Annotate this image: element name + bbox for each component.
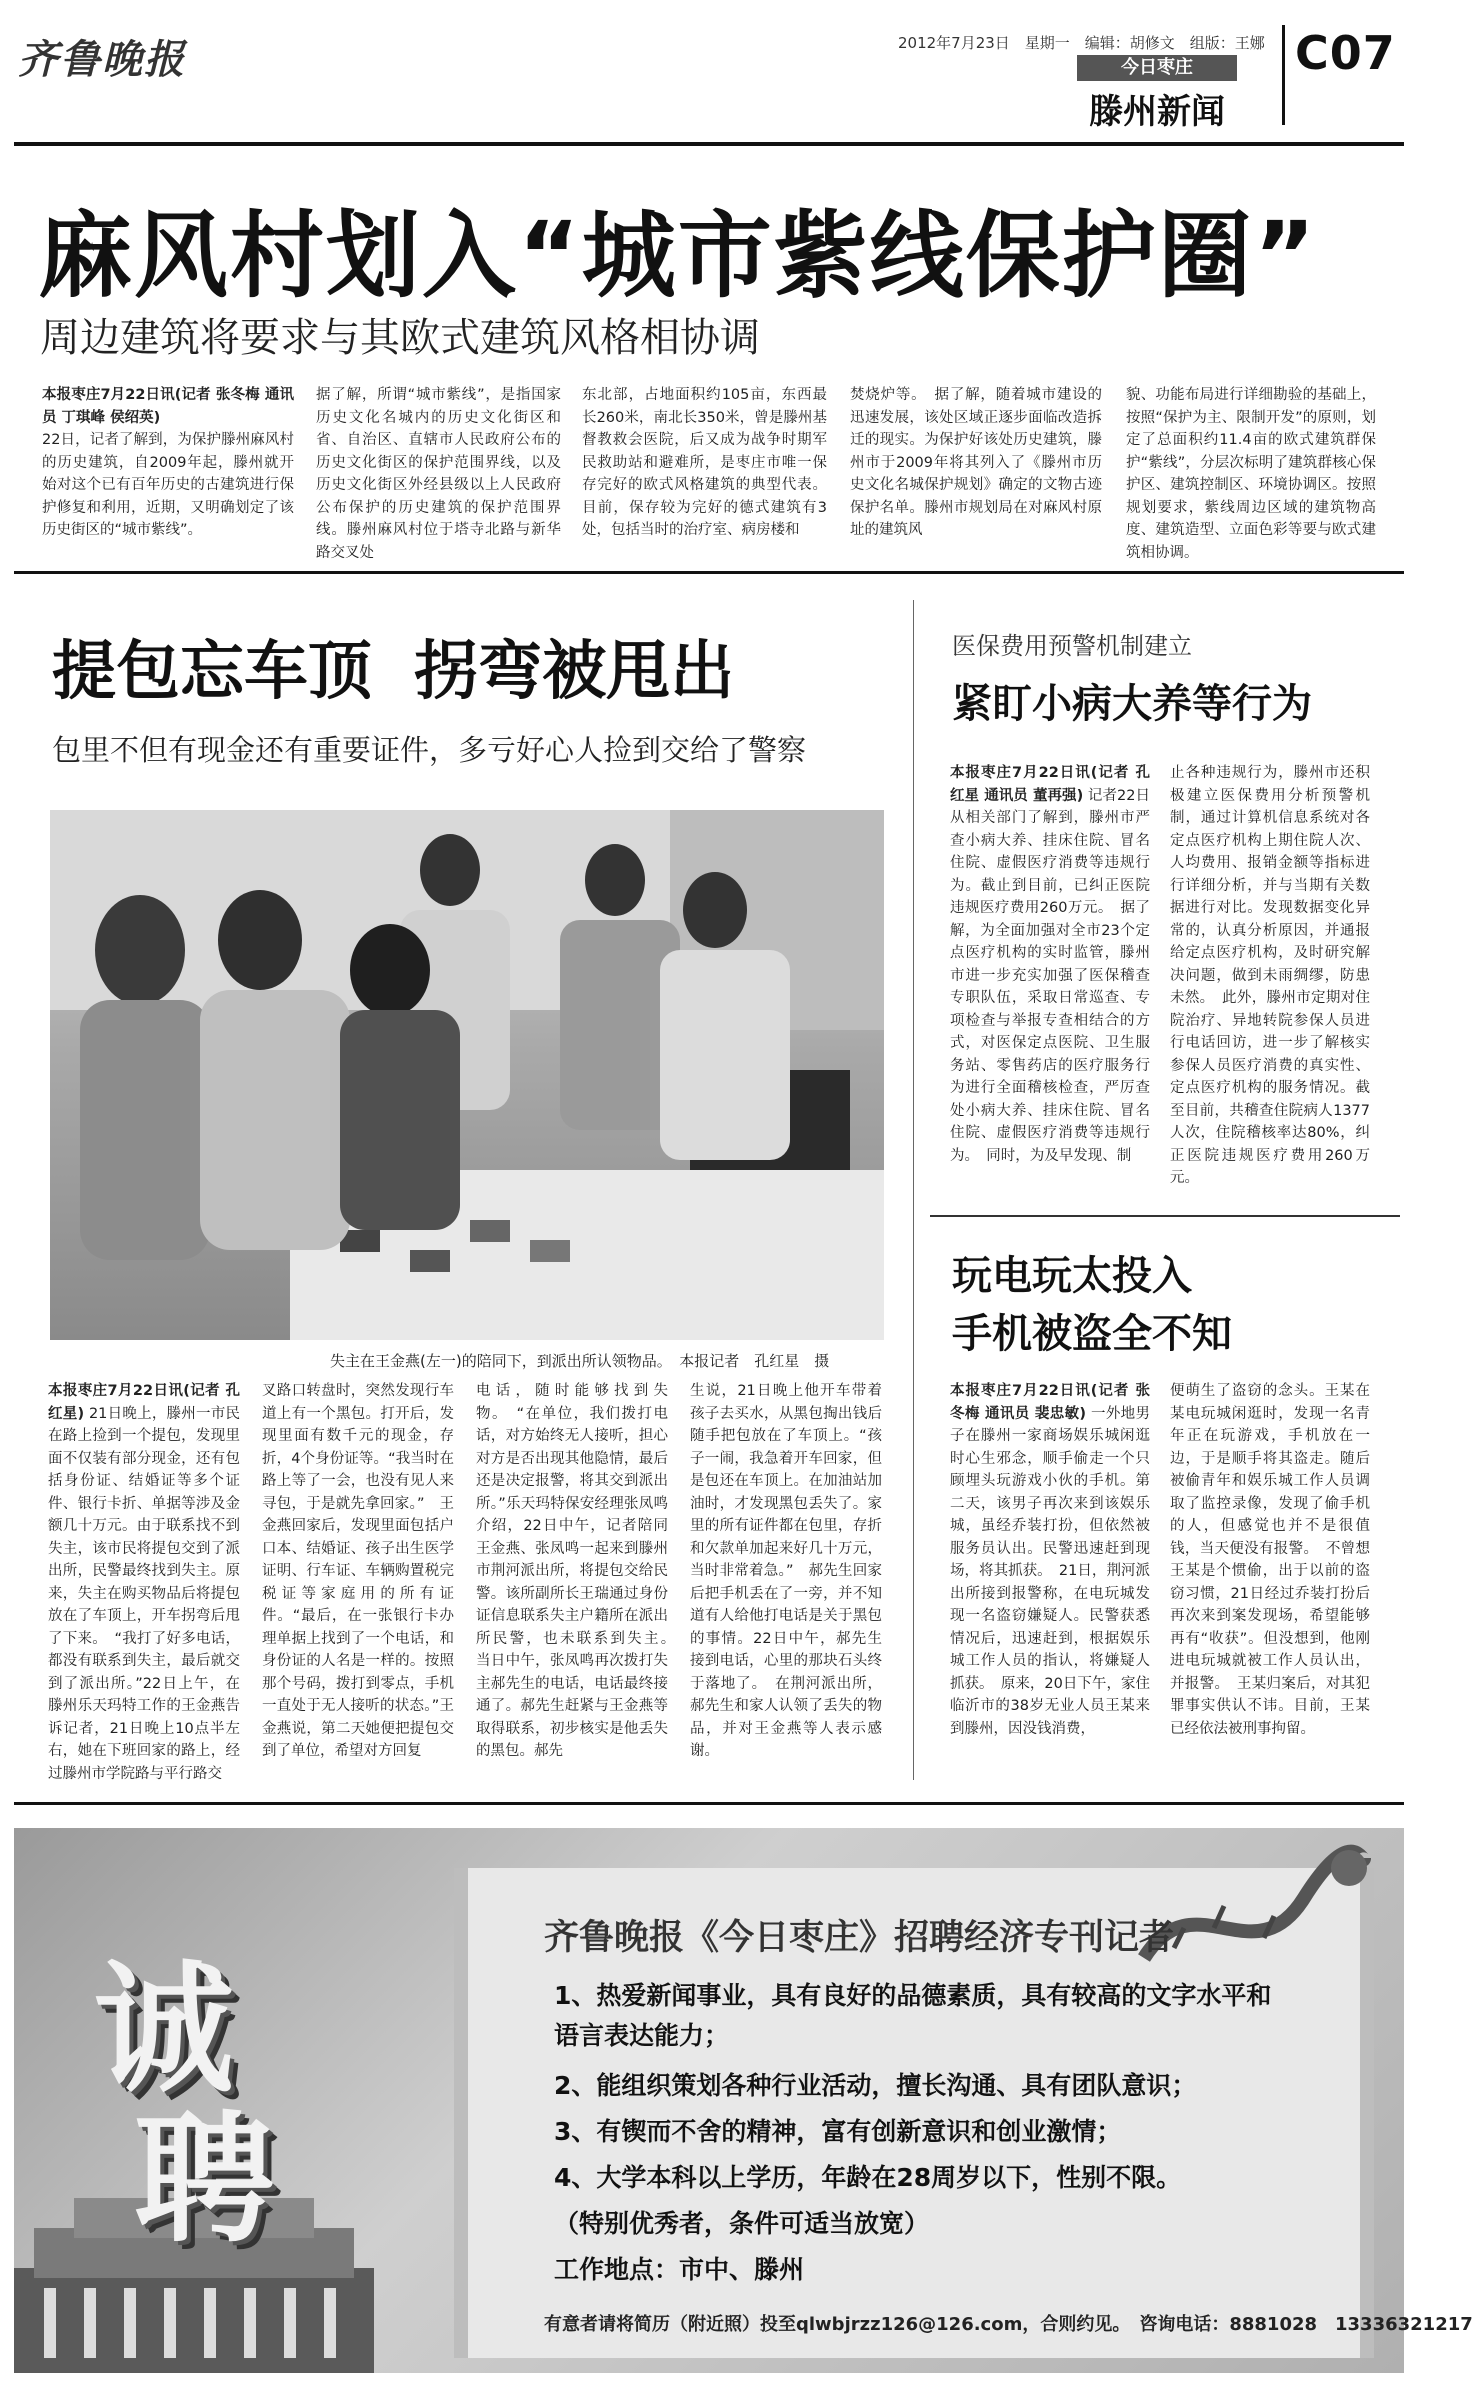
story1-subhead: 周边建筑将要求与其欧式建筑风格相协调 bbox=[40, 315, 760, 361]
story4-column-1 bbox=[950, 1380, 1150, 1780]
section-name: 滕州新闻 bbox=[1089, 92, 1225, 132]
story3-bottom-rule bbox=[930, 1215, 1400, 1217]
story2-byline: 本报枣庄7月22日讯(记者 孔红星) bbox=[48, 1383, 240, 1422]
story3-text-1: 记者22日从相关部门了解到，滕州市严查小病大养、挂床住院、冒名住院、虚假医疗消费等违规行为。截止到目前，已纠正医院违规医疗费用260万元。 据了解，为全面加强对全市23个定点医疗机构的实时监管，滕州市进一步充实加强了医保稽查专职队伍，采取日常巡查、专项检查与举报专查相结合的方式，对医保定点医院、卫生服务站、零售药店的医疗服务行为进行全面稽核检查，严厉查处小病大养、挂床住院、冒名住院、虚假医疗消费等违规行为。 同时，为及早发现、制 bbox=[950, 787, 1151, 1164]
story3-kicker: 医保费用预警机制建立 bbox=[952, 632, 1192, 660]
story2-text-2: 叉路口转盘时，突然发现行车道上有一个黑包。打开后，发现里面有数千元的现金，存折，4个身份证等。“我当时在路上等了一会，也没有见人来寻包，于是就先拿回家。” 王金燕回家后，发现里面包括户口本、结婚证、孩子出生医学证明、行车证、车辆购置税完税证等家庭用的所有证件。“最后，在一张银行卡办理单据上找到了一个电话，和身份证的人名是一样的。按照那个号码，拨打到零点，手机一直处于无人接听的状态。”王金燕说，第二天她便把提包交到了单位，希望对方回复 bbox=[262, 1383, 454, 1759]
story1-column-1 bbox=[42, 384, 294, 559]
story3-column-2 bbox=[1170, 762, 1370, 1192]
story4-headline-line2: 手机被盗全不知 bbox=[952, 1311, 1232, 1357]
story1-byline: 本报枣庄7月22日讯(记者 张冬梅 通讯员 丁琪峰 侯绍英) bbox=[42, 387, 294, 426]
badge-char-cheng: 诚 bbox=[94, 1949, 235, 2112]
ad-item-4: 4、大学本科以上学历，年龄在28周岁以下，性别不限。 bbox=[554, 2163, 1182, 2192]
ad-item-1: 1、热爱新闻事业，具有良好的品德素质，具有较高的文字水平和语言表达能力； bbox=[554, 1981, 1272, 2050]
page-number: C07 bbox=[1295, 26, 1396, 80]
masthead-vertical-divider bbox=[1282, 25, 1285, 125]
photo-scene bbox=[50, 810, 884, 1340]
story2-text-4: 生说，21日晚上他开车带着孩子去买水，从黑包掏出钱后随手把包放在了车顶上。“孩子一闹，我急着开车回家，但是包还在车顶上。在加油站加油时，才发现黑包丢失了。家里的所有证件都在包里，存折和欠款单加起来好几十万元，当时非常着急。” 郝先生回家后把手机丢在了一旁，并不知道有人给他打电话是关于黑包的事情。22日中午，郝先生接到电话，心里的那块石头终于落地了。 在荆河派出所，郝先生和家人认领了丢失的物品，并对王金燕等人表示感谢。 bbox=[690, 1383, 882, 1759]
story3-text-2: 止各种违规行为，滕州市还积极建立医保费用分析预警机制，通过计算机信息系统对各定点医疗机构上期住院人次、人均费用、报销金额等指标进行详细分析，并与当期有关数据进行对比。发现数据变化异常的，认真分析原因，并通报给定点医疗机构，及时研究解决问题，做到未雨绸缪，防患未然。 此外，滕州市定期对住院治疗、异地转院参保人员进行电话回访，进一步了解核实参保人员医疗消费的真实性、定点医疗机构的服务情况。截至目前，共稽查住院病人1377人次，住院稽核率达80%，纠正医院违规医疗费用260万元。 bbox=[1170, 765, 1370, 1186]
story1-text-5: 貌、功能布局进行详细勘验的基础上，按照“保护为主、限制开发”的原则，划定了总面积约11.4亩的欧式建筑群保护“紫线”，分层次标明了建筑群核心保护区、建筑控制区、环境协调区。按照规划要求，紫线周边区域的建筑物高度、建筑造型、立面色彩等要与欧式建筑相协调。 bbox=[1126, 387, 1376, 561]
story1-text-2: 据了解，所谓“城市紫线”，是指国家历史文化名城内的历史文化街区和省、自治区、直辖市人民政府公布的历史文化街区的保护范围界线，以及历史文化街区外经县级以上人民政府公布保护的历史建筑的保护范围界线。滕州麻风村位于塔寺北路与新华路交叉处 bbox=[316, 387, 561, 561]
date-line: 2012年7月23日 星期一 编辑：胡修文 组版：王娜 bbox=[898, 34, 1265, 52]
paper-logo: 齐鲁晚报 bbox=[18, 36, 186, 83]
story1-headline: 麻风村划入“城市紫线保护圈” bbox=[38, 202, 1318, 311]
story4-text-1: 一外地男子在滕州一家商场娱乐城闲逛时心生邪念，顺手偷走一个只顾埋头玩游戏小伙的手机。第二天，该男子再次来到该娱乐城，虽经乔装打扮，但依然被服务员认出。民警迅速赶到现场，将其抓获。 21日，荆河派出所接到报警称，在电玩城发现一名盗窃嫌疑人。民警获悉情况后，迅速赶到，根据娱乐城工作人员的指认，将嫌疑人抓获。 原来，20日下午，家住临沂市的38岁无业人员王某来到滕州，因没钱消费， bbox=[950, 1405, 1151, 1737]
story3-column-1 bbox=[950, 762, 1150, 1192]
story2-column-1 bbox=[48, 1380, 240, 1780]
news-photo bbox=[50, 810, 884, 1340]
story3-headline: 紧盯小病大养等行为 bbox=[952, 681, 1312, 727]
story3-byline: 本报枣庄7月22日讯(记者 孔红星 通讯员 董再强) bbox=[950, 765, 1150, 804]
content-bottom-rule bbox=[14, 1802, 1404, 1805]
masthead-rule bbox=[14, 142, 1404, 146]
story4-text-2: 便萌生了盗窃的念头。王某在某电玩城闲逛时，发现一名青年正在玩游戏，手机放在一边，于是顺手将其盗走。随后被偷青年和娱乐城工作人员调取了监控录像，发现了偷手机的人，但感觉也并不是很值钱，当天便没有报警。 不曾想王某是个惯偷，出于以前的盗窃习惯，21日经过乔装打扮后再次来到案发现场，希望能够再有“收获”。但没想到，他刚进电玩城就被工作人员认出，并报警。 王某归案后，对其犯罪事实供认不讳。目前，王某已经依法被刑事拘留。 bbox=[1170, 1383, 1370, 1737]
badge-char-pin: 聘 bbox=[134, 2099, 275, 2262]
story2-text-1: 21日晚上，滕州一市民在路上捡到一个提包，发现里面不仅装有部分现金，还有包括身份证、结婚证等多个证件、银行卡折、单据等涉及金额几十万元。由于联系找不到失主，该市民将提包交到了派出所，民警最终找到失主。原来，失主在购买物品后将提包放在了车顶上，开车拐弯后甩了下来。 “我打了好多电话，都没有联系到失主，最后就交到了派出所。”22日上午，在滕州乐天玛特工作的王金燕告诉记者，21日晚上10点半左右，她在下班回家的路上，经过滕州市学院路与平行路交 bbox=[48, 1405, 240, 1782]
story2-headline: 提包忘车顶 拐弯被甩出 bbox=[52, 635, 735, 709]
recruitment-ad bbox=[14, 1828, 1473, 2373]
ad-item-2: 2、能组织策划各种行业活动，擅长沟通、具有团队意识； bbox=[554, 2071, 1197, 2100]
story1-text-3: 东北部，占地面积约105亩，东西最长260米，南北长350米，曾是滕州基督教救会医院，后又成为战争时期军民救助站和避难所，是枣庄市唯一保存完好的欧式风格建筑的典型代表。目前，保存较为完好的德式建筑有3处，包括当时的治疗室、病房楼和 bbox=[582, 387, 827, 538]
story1-column-5 bbox=[1126, 384, 1376, 559]
story2-column-3 bbox=[476, 1380, 683, 1780]
story2-subhead: 包里不但有现金还有重要证件，多亏好心人捡到交给了警察 bbox=[52, 733, 807, 767]
story4-headline-line1: 玩电玩太投入 bbox=[952, 1253, 1192, 1299]
story1-column-2 bbox=[316, 384, 561, 559]
story1-text-4: 焚烧炉等。 据了解，随着城市建设的迅速发展，该处区域正逐步面临改造拆迁的现实。为保护好该处历史建筑，滕州市于2009年将其列入了《滕州市历史文化名城保护规划》确定的文物古迹保护名单。滕州市规划局在对麻风村原址的建筑风 bbox=[850, 387, 1102, 538]
photo-caption: 失主在王金燕(左一)的陪同下，到派出所认领物品。 本报记者 孔红星 摄 bbox=[330, 1352, 830, 1370]
story1-column-3 bbox=[582, 384, 827, 559]
right-column-divider bbox=[913, 600, 914, 1780]
story4-byline: 本报枣庄7月22日讯(记者 张冬梅 通讯员 裴忠敏) bbox=[950, 1383, 1150, 1422]
story1-column-4 bbox=[850, 384, 1102, 559]
ad-note: （特别优秀者，条件可适当放宽） bbox=[554, 2209, 930, 2238]
story2-column-4 bbox=[690, 1380, 882, 1780]
section-tag: 今日枣庄 bbox=[1077, 55, 1237, 81]
story1-bottom-rule bbox=[14, 571, 1404, 574]
story2-column-2 bbox=[262, 1380, 454, 1780]
ad-title: 齐鲁晚报《今日枣庄》招聘经济专刊记者 bbox=[544, 1918, 1175, 1958]
ad-item-3: 3、有锲而不舍的精神，富有创新意识和创业激情； bbox=[554, 2117, 1122, 2146]
story2-text-3: 电话，随时能够找到失物。 “在单位，我们拨打电话，对方始终无人接听，担心对方是否出现其他隐情，最后还是决定报警，将其交到派出所。”乐天玛特保安经理张凤鸣介绍，22日中午，记者陪同王金燕、张凤鸣一起来到滕州市荆河派出所，将提包交给民警。该所副所长王瑞通过身份证信息联系失主户籍所在派出所民警，也未联系到失主。 当日中午，张凤鸣再次拨打失主郝先生的电话，电话最终接通了。郝先生赶紧与王金燕等取得联系，初步核实是他丢失的黑包。郝先 bbox=[476, 1383, 683, 1759]
story1-text-1: 22日，记者了解到，为保护滕州麻风村的历史建筑，自2009年起，滕州就开始对这个已有百年历史的古建筑进行保护修复和利用，近期，又明确划定了该历史街区的“城市紫线”。 bbox=[42, 432, 294, 538]
ad-contact: 有意者请将简历（附近照）投至qlwbjrzz126@126.com，合则约见。 咨询电话：8881028 13336321217 bbox=[544, 2314, 1473, 2335]
ad-work-location: 工作地点：市中、滕州 bbox=[554, 2255, 805, 2284]
story4-column-2 bbox=[1170, 1380, 1370, 1780]
